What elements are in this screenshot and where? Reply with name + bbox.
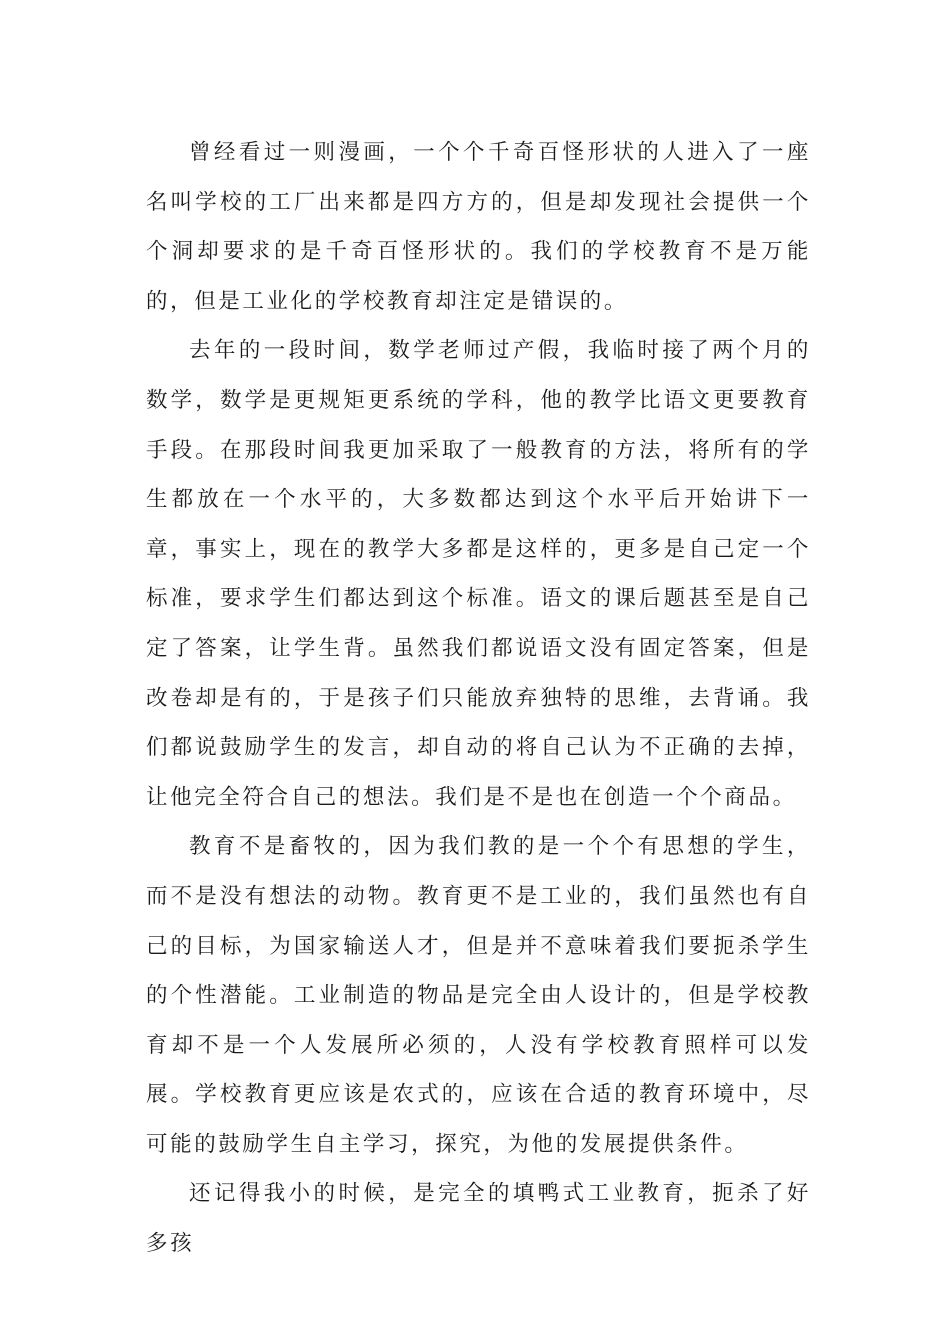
paragraph-2: 去年的一段时间，数学老师过产假，我临时接了两个月的数学，数学是更规矩更系统的学科，他的教学比语文更要教育手段。在那段时间我更加采取了一般教育的方法，将所有的学生都放在一个水平的，大多数都达到这个水平后开始讲下一章，事实上，现在的教学大多都是这样的，更多是自己定一个标准，要求学生们都达到这个标准。语文的课后题甚至是自己定了答案，让学生背。虽然我们都说语文没有固定答案，但是改卷却是有的，于是孩子们只能放弃独特的思维，去背诵。我们都说鼓励学生的发言，却自动的将自己认为不正确的去掉，让他完全符合自己的想法。我们是不是也在创造一个个商品。 [146,338,811,810]
paragraph-4: 还记得我小的时候，是完全的填鸭式工业教育，扼杀了好多孩 [146,1181,811,1257]
document-body [146,128,811,1269]
paragraph-1: 曾经看过一则漫画，一个个千奇百怪形状的人进入了一座名叫学校的工厂出来都是四方方的，但是却发现社会提供一个个洞却要求的是千奇百怪形状的。我们的学校教育不是万能的，但是工业化的学校教育却注定是错误的。 [146,140,811,314]
paragraph-3: 教育不是畜牧的，因为我们教的是一个个有思想的学生，而不是没有想法的动物。教育更不是工业的，我们虽然也有自己的目标，为国家输送人才，但是并不意味着我们要扼杀学生的个性潜能。工业制造的物品是完全由人设计的，但是学校教育却不是一个人发展所必须的，人没有学校教育照样可以发展。学校教育更应该是农式的，应该在合适的教育环境中，尽可能的鼓励学生自主学习，探究，为他的发展提供条件。 [146,834,811,1157]
